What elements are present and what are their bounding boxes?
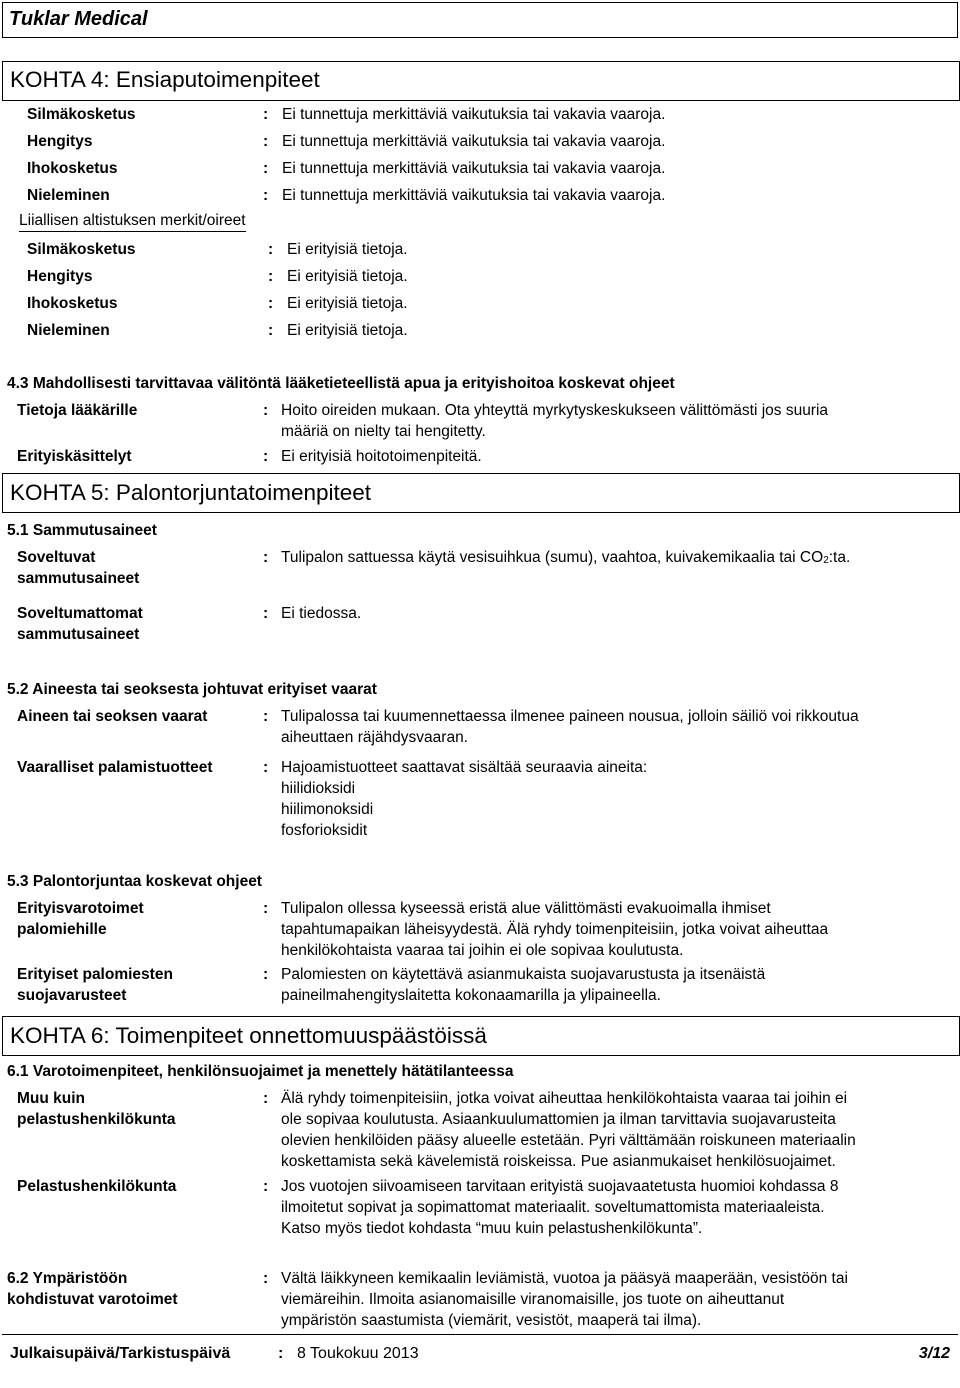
- firefighter-precautions-line: Tulipalon ollessa kyseessä eristä alue välittömästi evakuoimalla ihmiset: [281, 900, 771, 917]
- suitable-media-end: :ta.: [828, 549, 851, 566]
- environmental-precautions-label: kohdistuvat varotoimet: [7, 1291, 178, 1308]
- fa-value: Ei tunnettuja merkittäviä vaikutuksia tai vakavia vaaroja.: [282, 133, 666, 150]
- colon: :: [263, 448, 269, 465]
- combustion-product: fosforioksidit: [281, 822, 368, 839]
- footer-date-value: 8 Toukokuu 2013: [297, 1345, 419, 1362]
- non-emergency-line: olevien henkilöiden pääsy alueelle estetään. Pyri välttämään roiskuneen materiaalin: [281, 1132, 856, 1149]
- oe-label: Silmäkosketus: [27, 241, 136, 258]
- firefighter-precautions-line: tapahtumapaikan läheisyydestä. Älä ryhdy toimenpiteisiin, jotka voivat aiheuttaa: [281, 921, 829, 938]
- oe-value: Ei erityisiä tietoja.: [287, 322, 408, 339]
- colon: :: [263, 605, 269, 622]
- environmental-precautions-line: Vältä läikkyneen kemikaalin leviämistä, vuotoa ja pääsyä maaperään, vesistöön tai: [281, 1270, 848, 1287]
- fa-value: Ei tunnettuja merkittäviä vaikutuksia tai vakavia vaaroja.: [282, 160, 666, 177]
- colon: :: [263, 1178, 269, 1195]
- subsection-5-2-title: 5.2 Aineesta tai seoksesta johtuvat erityiset vaarat: [7, 681, 377, 698]
- section-6-header: [2, 1016, 960, 1056]
- section-6-title: KOHTA 6: Toimenpiteet onnettomuuspäästöissä: [10, 1023, 487, 1048]
- firefighter-precautions-label: Erityisvarotoimet: [17, 900, 144, 917]
- colon: :: [263, 187, 269, 204]
- colon: :: [263, 759, 269, 776]
- firefighter-precautions-label: palomiehille: [17, 921, 107, 938]
- emergency-responders-line: ilmoitetut sopivat ja sopimattomat materiaalit. soveltumattomista materiaaleista.: [281, 1199, 825, 1216]
- fa-value: Ei tunnettuja merkittäviä vaikutuksia tai vakavia vaaroja.: [282, 187, 666, 204]
- colon: :: [268, 322, 274, 339]
- non-emergency-line: ole sopivaa koulutusta. Asiaankuulumattomien ja ilman tarvittavia suojavarusteita: [281, 1111, 836, 1128]
- colon: :: [268, 295, 274, 312]
- page-number: 3/12: [918, 1345, 950, 1362]
- colon: :: [263, 133, 269, 150]
- emergency-responders-label: Pelastushenkilökunta: [17, 1178, 177, 1195]
- unsuitable-media-label: Soveltumattomat: [17, 605, 143, 622]
- suitable-media-label: sammutusaineet: [17, 570, 140, 587]
- non-emergency-line: koskettamista sekä kävelemistä roiskeissa. Pue asianmukaiset henkilösuojaimet.: [281, 1153, 836, 1170]
- oe-label: Hengitys: [27, 268, 93, 285]
- firefighter-equipment-line: Palomiesten on käytettävä asianmukaista suojavarustusta ja itsenäistä: [281, 966, 766, 983]
- combustion-product: hiilimonoksidi: [281, 801, 374, 818]
- doctor-info-label: Tietoja lääkärille: [17, 402, 138, 419]
- environmental-precautions-line: viemäreihin. Ilmoita asianomaisille viranomaisille, jos tuote on aiheuttanut: [281, 1291, 785, 1308]
- footer-date-label: Julkaisupäivä/Tarkistuspäivä: [10, 1345, 231, 1362]
- combustion-products-label: Vaaralliset palamistuotteet: [17, 759, 213, 776]
- unsuitable-media-value: Ei tiedossa.: [281, 605, 362, 622]
- firefighter-equipment-line: paineilmahengityslaitetta kokonaamarilla ja ylipaineella.: [281, 987, 661, 1004]
- non-emergency-line: Älä ryhdy toimenpiteisiin, jotka voivat aiheuttaa henkilökohtaista vaaraa tai joihin ei: [281, 1090, 848, 1107]
- colon: :: [263, 106, 269, 123]
- oe-value: Ei erityisiä tietoja.: [287, 268, 408, 285]
- doctor-info-line: määriä on nielty tai hengitetty.: [281, 423, 486, 440]
- special-treatment-value: Ei erityisiä hoitotoimenpiteitä.: [281, 448, 482, 465]
- environmental-precautions-label: 6.2 Ympäristöön: [7, 1270, 128, 1287]
- combustion-products-intro: Hajoamistuotteet saattavat sisältää seuraavia aineita:: [281, 759, 648, 776]
- oe-value: Ei erityisiä tietoja.: [287, 295, 408, 312]
- section-5-header: [2, 473, 960, 513]
- fa-label: Hengitys: [27, 133, 93, 150]
- hazards-line: Tulipalossa tai kuumennettaessa ilmenee paineen nousua, jolloin säiliö voi rikkoutua: [281, 708, 859, 725]
- colon: :: [263, 1090, 269, 1107]
- fa-label: Silmäkosketus: [27, 106, 136, 123]
- suitable-media-text: Tulipalon sattuessa käytä vesisuihkua (sumu), vaahtoa, kuivakemikaalia tai CO: [281, 549, 824, 566]
- emergency-responders-line: Katso myös tiedot kohdasta “muu kuin pelastushenkilökunta”.: [281, 1220, 703, 1237]
- non-emergency-label: Muu kuin: [17, 1090, 86, 1107]
- fa-label: Ihokosketus: [27, 160, 118, 177]
- section-4-title: KOHTA 4: Ensiaputoimenpiteet: [10, 67, 320, 92]
- unsuitable-media-label: sammutusaineet: [17, 626, 140, 643]
- subsection-4-3-title: 4.3 Mahdollisesti tarvittavaa välitöntä lääketieteellistä apua ja erityishoitoa koskevat ohjeet: [7, 375, 675, 392]
- colon: :: [263, 966, 269, 983]
- hazards-label: Aineen tai seoksen vaarat: [17, 708, 208, 725]
- emergency-responders-line: Jos vuotojen siivoamiseen tarvitaan erityistä suojavaatetusta huomioi kohdassa 8: [281, 1178, 839, 1195]
- colon: :: [263, 549, 269, 566]
- firefighter-equipment-label: suojavarusteet: [17, 987, 127, 1004]
- special-treatment-label: Erityiskäsittelyt: [17, 448, 132, 465]
- colon: :: [263, 900, 269, 917]
- colon: :: [268, 241, 274, 258]
- firefighter-precautions-line: henkilökohtaista vaaraa tai joihin ei ole sopivaa koulutusta.: [281, 942, 684, 959]
- suitable-media-value: [281, 547, 850, 571]
- non-emergency-label: pelastushenkilökunta: [17, 1111, 176, 1128]
- company-name: Tuklar Medical: [9, 8, 148, 30]
- oe-label: Nieleminen: [27, 322, 110, 339]
- subsection-5-3-title: 5.3 Palontorjuntaa koskevat ohjeet: [7, 873, 262, 890]
- firefighter-equipment-label: Erityiset palomiesten: [17, 966, 173, 983]
- page-footer: [2, 1334, 958, 1375]
- doctor-info-line: Hoito oireiden mukaan. Ota yhteyttä myrkytyskeskukseen välittömästi jos suuria: [281, 402, 829, 419]
- combustion-product: hiilidioksidi: [281, 780, 356, 797]
- page-header: [2, 2, 958, 38]
- fa-label: Nieleminen: [27, 187, 110, 204]
- suitable-media-label: Soveltuvat: [17, 549, 96, 566]
- environmental-precautions-line: ympäristön saastumista (viemärit, vesistöt, maaperä tai ilma).: [281, 1312, 702, 1329]
- oe-value: Ei erityisiä tietoja.: [287, 241, 408, 258]
- colon: :: [263, 402, 269, 419]
- oe-label: Ihokosketus: [27, 295, 118, 312]
- fa-value: Ei tunnettuja merkittäviä vaikutuksia tai vakavia vaaroja.: [282, 106, 666, 123]
- co2-subscript: 2: [823, 555, 829, 566]
- hazards-line: aiheuttaen räjähdysvaaran.: [281, 729, 468, 746]
- subsection-5-1-title: 5.1 Sammutusaineet: [7, 522, 157, 539]
- section-5-title: KOHTA 5: Palontorjuntatoimenpiteet: [10, 480, 372, 505]
- colon: :: [263, 708, 269, 725]
- colon: :: [263, 1270, 269, 1287]
- section-4-header: [2, 61, 960, 101]
- colon: :: [268, 268, 274, 285]
- colon: :: [263, 160, 269, 177]
- footer-colon: :: [278, 1345, 284, 1362]
- subsection-6-1-title: 6.1 Varotoimenpiteet, henkilönsuojaimet ja menettely hätätilanteessa: [7, 1063, 514, 1080]
- overexposure-heading: Liiallisen altistuksen merkit/oireet: [19, 210, 246, 232]
